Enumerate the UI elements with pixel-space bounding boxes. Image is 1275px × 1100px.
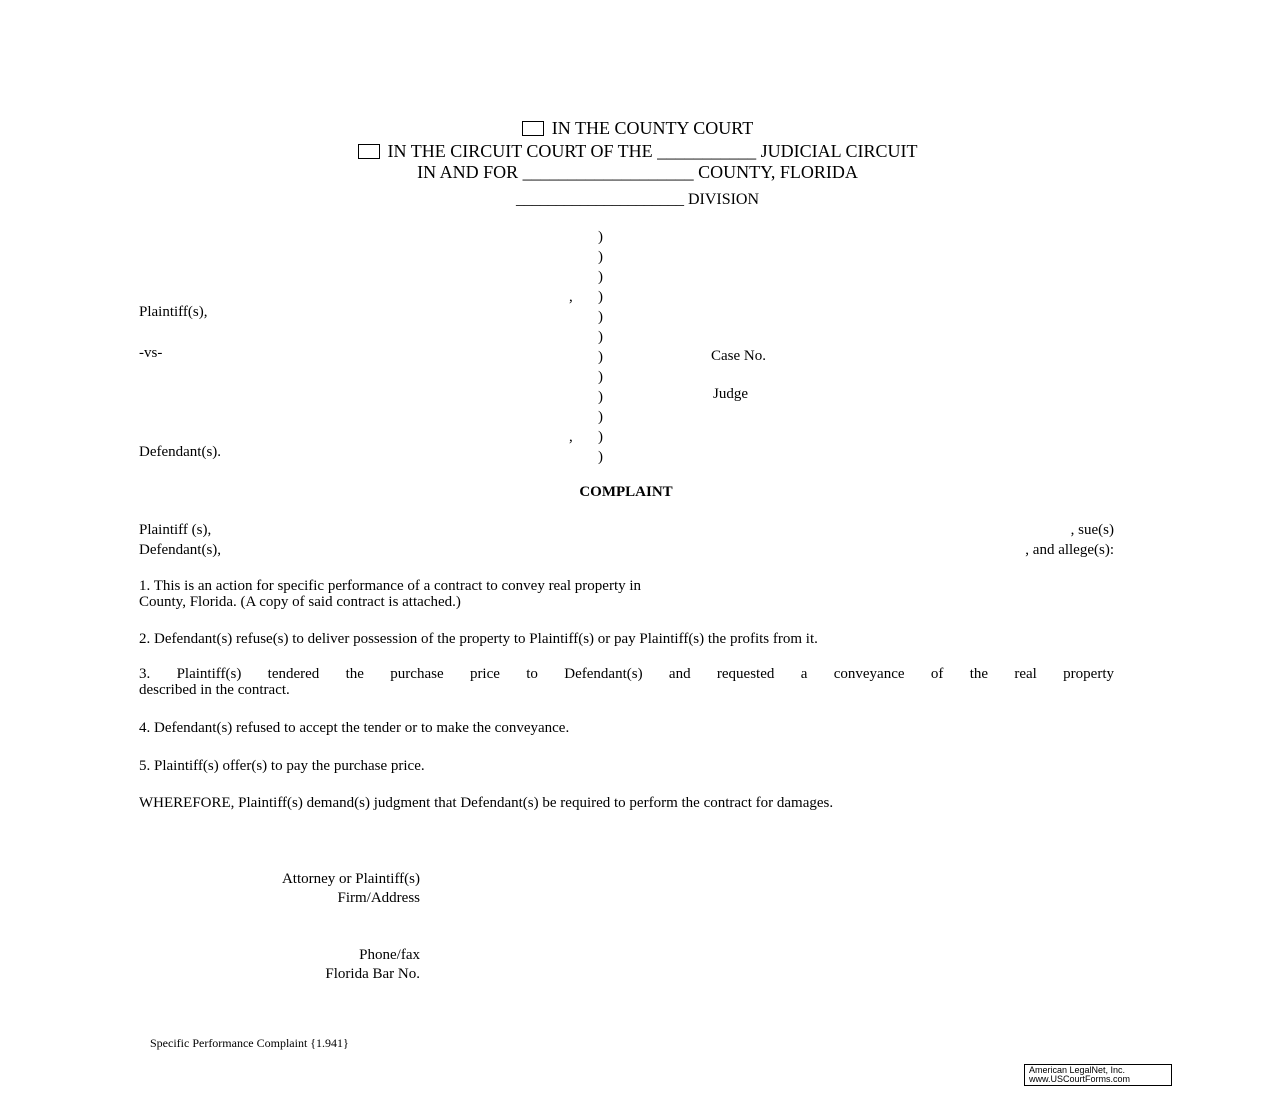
vendor-badge xyxy=(1024,1064,1172,1086)
paragraph-1-line-1: 1. This is an action for specific performance of a contract to convey real property in xyxy=(139,578,642,594)
caption-paren: ) xyxy=(598,369,603,385)
caption-paren: ) xyxy=(598,389,603,405)
wherefore-clause: WHEREFORE, Plaintiff(s) demand(s) judgment that Defendant(s) be required to perform the contract for damages. xyxy=(139,795,834,811)
caption-paren: ) xyxy=(598,349,603,365)
signature-bar-no-label: Florida Bar No. xyxy=(325,966,420,982)
paragraph-3-line-2: described in the contract. xyxy=(139,682,290,698)
defendant-name-comma: , xyxy=(569,429,573,445)
form-name-footer: Specific Performance Complaint {1.941} xyxy=(150,1036,349,1050)
caption-paren: ) xyxy=(598,309,603,325)
caption-vs-label: -vs- xyxy=(139,345,163,361)
caption-paren: ) xyxy=(598,269,603,285)
in-and-for-line: IN AND FOR ___________________ COUNTY, FLORIDA xyxy=(417,162,858,182)
judge-label: Judge xyxy=(713,386,748,402)
circuit-court-line xyxy=(0,141,1275,162)
caption-paren: ) xyxy=(598,449,603,465)
paragraph-3-line-1: 3. Plaintiff(s) tendered the purchase price to Defendant(s) and requested a conveyance of the real property xyxy=(139,666,1114,682)
signature-phone-label: Phone/fax xyxy=(359,947,420,963)
county-court-checkbox[interactable] xyxy=(522,121,544,136)
intro-plaintiff-label: Plaintiff (s), xyxy=(139,522,212,538)
paragraph-4: 4. Defendant(s) refused to accept the tender or to make the conveyance. xyxy=(139,720,570,736)
paragraph-1-line-2: County, Florida. (A copy of said contract is attached.) xyxy=(139,594,461,610)
caption-paren: ) xyxy=(598,289,603,305)
signature-firm-label: Firm/Address xyxy=(337,890,420,906)
caption-plaintiff-label: Plaintiff(s), xyxy=(139,304,208,320)
caption-defendant-label: Defendant(s). xyxy=(139,444,222,460)
intro-defendant-label: Defendant(s), xyxy=(139,542,222,558)
circuit-court-checkbox[interactable] xyxy=(358,144,380,159)
paragraph-2: 2. Defendant(s) refuse(s) to deliver possession of the property to Plaintiff(s) or pay Plaintiff(s) the profits from it. xyxy=(139,631,818,647)
vendor-name: American LegalNet, Inc. xyxy=(1029,1065,1126,1075)
vendor-url[interactable]: www.USCourtForms.com xyxy=(1029,1074,1131,1084)
signature-attorney-label: Attorney or Plaintiff(s) xyxy=(281,871,420,887)
county-court-line xyxy=(0,118,1275,139)
caption-paren: ) xyxy=(598,329,603,345)
intro-alleges-label: , and allege(s): xyxy=(1025,542,1114,558)
caption-paren: ) xyxy=(598,409,603,425)
caption-paren: ) xyxy=(598,229,603,245)
paragraph-5: 5. Plaintiff(s) offer(s) to pay the purchase price. xyxy=(139,758,425,774)
caption-paren: ) xyxy=(598,429,603,445)
plaintiff-name-comma: , xyxy=(569,289,573,305)
page-title: COMPLAINT xyxy=(579,484,673,500)
case-no-label: Case No. xyxy=(711,348,766,364)
intro-sues-label: , sue(s) xyxy=(1070,522,1114,538)
division-line: _____________________ DIVISION xyxy=(515,191,760,208)
county-court-label: IN THE COUNTY COURT xyxy=(551,118,754,138)
caption-paren: ) xyxy=(598,249,603,265)
circuit-court-label: IN THE CIRCUIT COURT OF THE ___________ JUDICIAL CIRCUIT xyxy=(387,141,918,161)
